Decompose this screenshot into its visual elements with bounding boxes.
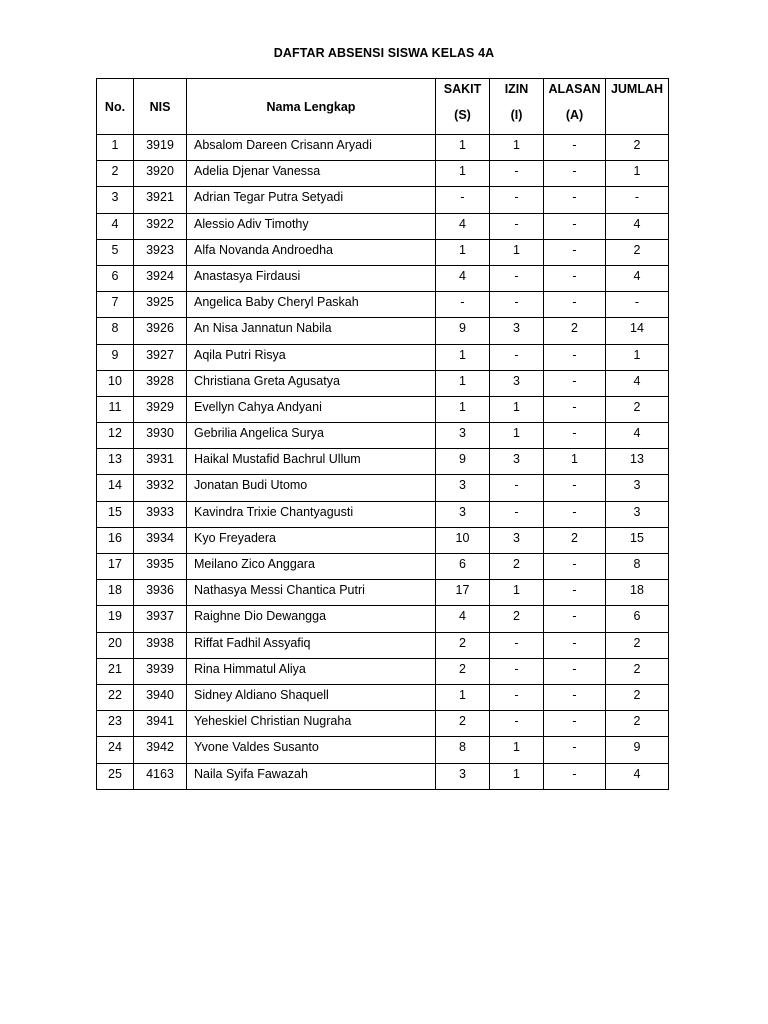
cell-sakit: 4 [436, 606, 490, 632]
header-alasan [544, 79, 606, 135]
cell-sakit: 3 [436, 763, 490, 789]
cell-jumlah: 2 [606, 239, 669, 265]
cell-sakit: 1 [436, 396, 490, 422]
header-nis: NIS [134, 79, 187, 135]
cell-name: Nathasya Messi Chantica Putri [187, 580, 436, 606]
cell-jumlah: 3 [606, 501, 669, 527]
cell-alasan: - [544, 737, 606, 763]
cell-jumlah: 4 [606, 265, 669, 291]
cell-nis: 3933 [134, 501, 187, 527]
cell-nis: 3940 [134, 684, 187, 710]
cell-izin: 3 [490, 449, 544, 475]
cell-nis: 3935 [134, 554, 187, 580]
cell-jumlah: 2 [606, 396, 669, 422]
cell-izin: - [490, 475, 544, 501]
header-jumlah-label: JUMLAH [610, 82, 664, 96]
cell-izin: - [490, 187, 544, 213]
cell-alasan: - [544, 632, 606, 658]
cell-alasan: - [544, 213, 606, 239]
cell-name: Yeheskiel Christian Nugraha [187, 711, 436, 737]
cell-name: Aqila Putri Risya [187, 344, 436, 370]
table-row [97, 737, 669, 763]
cell-alasan: - [544, 554, 606, 580]
table-row [97, 763, 669, 789]
cell-alasan: - [544, 606, 606, 632]
table-body [97, 135, 669, 790]
cell-nis: 3941 [134, 711, 187, 737]
cell-no: 8 [97, 318, 134, 344]
table-row [97, 239, 669, 265]
cell-nis: 3920 [134, 161, 187, 187]
cell-alasan: - [544, 370, 606, 396]
cell-nis: 3923 [134, 239, 187, 265]
cell-izin: 2 [490, 554, 544, 580]
cell-izin: 1 [490, 580, 544, 606]
cell-alasan: - [544, 475, 606, 501]
table-row [97, 449, 669, 475]
cell-sakit: 3 [436, 501, 490, 527]
cell-name: Jonatan Budi Utomo [187, 475, 436, 501]
cell-izin: - [490, 161, 544, 187]
cell-name: Kavindra Trixie Chantyagusti [187, 501, 436, 527]
cell-alasan: - [544, 763, 606, 789]
cell-izin: 2 [490, 606, 544, 632]
cell-izin: 1 [490, 396, 544, 422]
table-row [97, 213, 669, 239]
cell-sakit: 9 [436, 318, 490, 344]
table-row [97, 554, 669, 580]
cell-alasan: - [544, 580, 606, 606]
cell-jumlah: 8 [606, 554, 669, 580]
cell-no: 11 [97, 396, 134, 422]
cell-jumlah: 9 [606, 737, 669, 763]
cell-izin: - [490, 292, 544, 318]
cell-nis: 3925 [134, 292, 187, 318]
cell-sakit: 2 [436, 632, 490, 658]
cell-jumlah: 2 [606, 711, 669, 737]
cell-no: 6 [97, 265, 134, 291]
cell-izin: 3 [490, 527, 544, 553]
cell-alasan: - [544, 239, 606, 265]
cell-izin: - [490, 684, 544, 710]
cell-no: 23 [97, 711, 134, 737]
cell-jumlah: 2 [606, 658, 669, 684]
table-row [97, 265, 669, 291]
table-row [97, 501, 669, 527]
table-row [97, 527, 669, 553]
cell-name: Raighne Dio Dewangga [187, 606, 436, 632]
cell-no: 18 [97, 580, 134, 606]
cell-nis: 3919 [134, 135, 187, 161]
header-izin-code: (I) [510, 108, 523, 122]
cell-name: An Nisa Jannatun Nabila [187, 318, 436, 344]
cell-no: 4 [97, 213, 134, 239]
cell-nis: 3926 [134, 318, 187, 344]
cell-jumlah: 4 [606, 213, 669, 239]
cell-alasan: - [544, 658, 606, 684]
cell-izin: - [490, 501, 544, 527]
cell-alasan: - [544, 396, 606, 422]
header-alasan-label: ALASAN [548, 82, 601, 96]
cell-name: Kyo Freyadera [187, 527, 436, 553]
cell-jumlah: 18 [606, 580, 669, 606]
header-sakit-label: SAKIT [443, 82, 482, 96]
cell-nis: 3930 [134, 423, 187, 449]
cell-name: Alfa Novanda Androedha [187, 239, 436, 265]
cell-jumlah: 4 [606, 370, 669, 396]
cell-no: 20 [97, 632, 134, 658]
table-row [97, 580, 669, 606]
cell-jumlah: 15 [606, 527, 669, 553]
cell-izin: 1 [490, 763, 544, 789]
header-name: Nama Lengkap [187, 79, 436, 135]
header-sakit [436, 79, 490, 135]
cell-no: 17 [97, 554, 134, 580]
cell-name: Haikal Mustafid Bachrul Ullum [187, 449, 436, 475]
cell-sakit: - [436, 292, 490, 318]
attendance-table [96, 78, 669, 790]
cell-alasan: - [544, 501, 606, 527]
cell-alasan: - [544, 265, 606, 291]
cell-sakit: 1 [436, 161, 490, 187]
cell-sakit: 6 [436, 554, 490, 580]
cell-sakit: 4 [436, 213, 490, 239]
cell-no: 24 [97, 737, 134, 763]
cell-no: 12 [97, 423, 134, 449]
table-row [97, 396, 669, 422]
cell-sakit: 1 [436, 370, 490, 396]
cell-izin: - [490, 658, 544, 684]
cell-name: Rina Himmatul Aliya [187, 658, 436, 684]
table-row [97, 632, 669, 658]
table-row [97, 658, 669, 684]
table-row [97, 161, 669, 187]
cell-jumlah: 14 [606, 318, 669, 344]
header-alasan-code: (A) [565, 108, 584, 122]
table-row [97, 370, 669, 396]
cell-nis: 4163 [134, 763, 187, 789]
cell-sakit: 1 [436, 239, 490, 265]
cell-no: 19 [97, 606, 134, 632]
cell-name: Anastasya Firdausi [187, 265, 436, 291]
cell-nis: 3927 [134, 344, 187, 370]
cell-name: Meilano Zico Anggara [187, 554, 436, 580]
table-row [97, 684, 669, 710]
cell-izin: 1 [490, 239, 544, 265]
cell-jumlah: 13 [606, 449, 669, 475]
cell-jumlah: 2 [606, 684, 669, 710]
header-izin-label: IZIN [504, 82, 529, 96]
cell-nis: 3922 [134, 213, 187, 239]
cell-izin: 1 [490, 135, 544, 161]
header-jumlah [606, 79, 669, 135]
cell-jumlah: 1 [606, 344, 669, 370]
cell-izin: - [490, 344, 544, 370]
cell-jumlah: 6 [606, 606, 669, 632]
cell-sakit: 8 [436, 737, 490, 763]
table-row [97, 711, 669, 737]
cell-name: Angelica Baby Cheryl Paskah [187, 292, 436, 318]
cell-no: 5 [97, 239, 134, 265]
cell-nis: 3928 [134, 370, 187, 396]
cell-name: Riffat Fadhil Assyafiq [187, 632, 436, 658]
cell-name: Absalom Dareen Crisann Aryadi [187, 135, 436, 161]
cell-alasan: 1 [544, 449, 606, 475]
cell-name: Yvone Valdes Susanto [187, 737, 436, 763]
table-header-row [97, 79, 669, 135]
cell-sakit: 2 [436, 658, 490, 684]
cell-no: 16 [97, 527, 134, 553]
cell-no: 15 [97, 501, 134, 527]
cell-name: Naila Syifa Fawazah [187, 763, 436, 789]
cell-no: 2 [97, 161, 134, 187]
cell-no: 21 [97, 658, 134, 684]
cell-izin: - [490, 265, 544, 291]
cell-nis: 3934 [134, 527, 187, 553]
cell-izin: 3 [490, 318, 544, 344]
cell-alasan: - [544, 344, 606, 370]
cell-sakit: 1 [436, 135, 490, 161]
cell-no: 14 [97, 475, 134, 501]
table-row [97, 606, 669, 632]
header-izin [490, 79, 544, 135]
cell-sakit: 4 [436, 265, 490, 291]
cell-nis: 3939 [134, 658, 187, 684]
cell-sakit: 2 [436, 711, 490, 737]
cell-name: Evellyn Cahya Andyani [187, 396, 436, 422]
cell-izin: 3 [490, 370, 544, 396]
cell-alasan: - [544, 135, 606, 161]
cell-name: Adelia Djenar Vanessa [187, 161, 436, 187]
cell-name: Adrian Tegar Putra Setyadi [187, 187, 436, 213]
table-row [97, 475, 669, 501]
table-row [97, 344, 669, 370]
cell-jumlah: 2 [606, 632, 669, 658]
cell-nis: 3932 [134, 475, 187, 501]
cell-sakit: 3 [436, 423, 490, 449]
cell-jumlah: - [606, 292, 669, 318]
cell-name: Sidney Aldiano Shaquell [187, 684, 436, 710]
cell-no: 25 [97, 763, 134, 789]
cell-jumlah: 4 [606, 423, 669, 449]
header-no: No. [97, 79, 134, 135]
cell-jumlah: 3 [606, 475, 669, 501]
table-row [97, 292, 669, 318]
cell-sakit: 17 [436, 580, 490, 606]
cell-nis: 3921 [134, 187, 187, 213]
cell-no: 9 [97, 344, 134, 370]
cell-alasan: - [544, 423, 606, 449]
cell-alasan: - [544, 161, 606, 187]
cell-no: 10 [97, 370, 134, 396]
cell-nis: 3931 [134, 449, 187, 475]
cell-sakit: 10 [436, 527, 490, 553]
cell-nis: 3937 [134, 606, 187, 632]
cell-nis: 3929 [134, 396, 187, 422]
cell-alasan: 2 [544, 527, 606, 553]
cell-nis: 3942 [134, 737, 187, 763]
cell-sakit: 1 [436, 344, 490, 370]
cell-sakit: 3 [436, 475, 490, 501]
cell-no: 3 [97, 187, 134, 213]
cell-nis: 3924 [134, 265, 187, 291]
cell-nis: 3938 [134, 632, 187, 658]
cell-nis: 3936 [134, 580, 187, 606]
cell-no: 7 [97, 292, 134, 318]
cell-izin: - [490, 213, 544, 239]
cell-name: Christiana Greta Agusatya [187, 370, 436, 396]
header-sakit-code: (S) [454, 108, 471, 122]
cell-alasan: - [544, 711, 606, 737]
cell-alasan: 2 [544, 318, 606, 344]
cell-alasan: - [544, 684, 606, 710]
cell-no: 1 [97, 135, 134, 161]
cell-name: Alessio Adiv Timothy [187, 213, 436, 239]
cell-izin: 1 [490, 423, 544, 449]
cell-sakit: 9 [436, 449, 490, 475]
table-row [97, 318, 669, 344]
cell-izin: - [490, 711, 544, 737]
cell-jumlah: 2 [606, 135, 669, 161]
cell-alasan: - [544, 292, 606, 318]
cell-no: 22 [97, 684, 134, 710]
table-row [97, 423, 669, 449]
cell-sakit: - [436, 187, 490, 213]
cell-no: 13 [97, 449, 134, 475]
cell-sakit: 1 [436, 684, 490, 710]
cell-jumlah: 1 [606, 161, 669, 187]
cell-alasan: - [544, 187, 606, 213]
cell-jumlah: 4 [606, 763, 669, 789]
cell-izin: 1 [490, 737, 544, 763]
document-title: DAFTAR ABSENSI SISWA KELAS 4A [273, 46, 495, 60]
table-row [97, 187, 669, 213]
cell-name: Gebrilia Angelica Surya [187, 423, 436, 449]
cell-izin: - [490, 632, 544, 658]
table-row [97, 135, 669, 161]
cell-jumlah: - [606, 187, 669, 213]
